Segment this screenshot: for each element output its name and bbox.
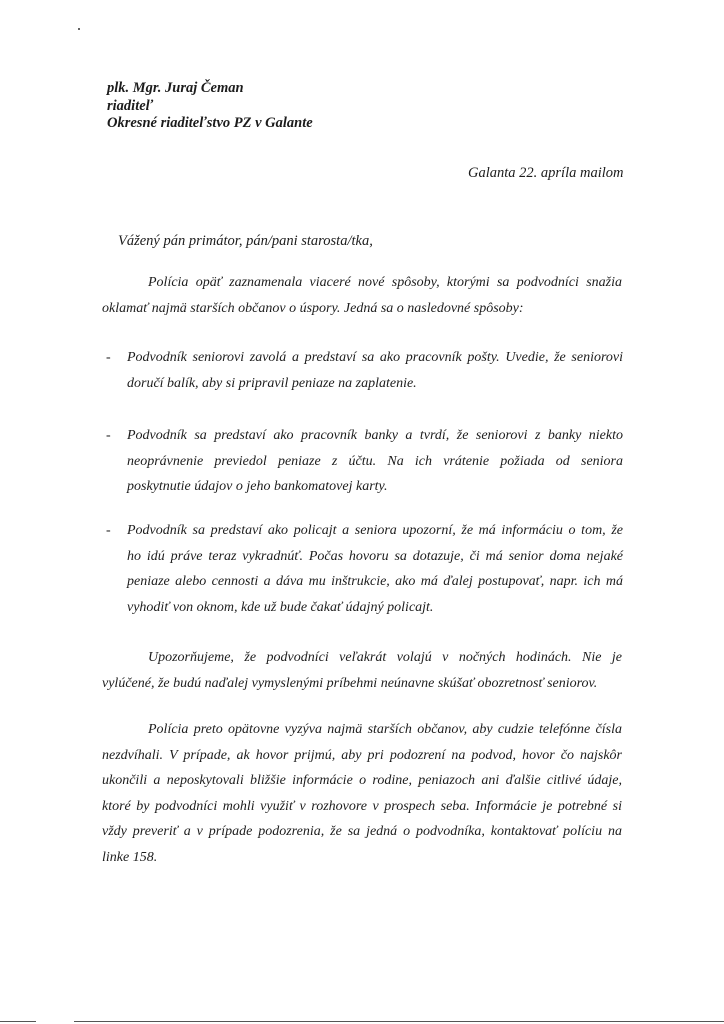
intro-line: oklamať najmä starších občanov o úspory. Jedná sa o nasledovné spôsoby: (102, 300, 524, 316)
sender-block (107, 80, 313, 133)
bullet-item (127, 345, 623, 396)
appeal-line: Polícia preto opätovne vyzýva najmä starších občanov, aby cudzie telefónne čísla (148, 722, 622, 737)
scan-speck (78, 28, 80, 30)
bullet-line: doručí balík, aby si pripravil peniaze na zaplatenie. (127, 375, 417, 391)
bullet-item (127, 423, 623, 500)
warning-paragraph (102, 645, 622, 696)
bullet-line: ho idú práve teraz vykradnúť. Počas hovoru sa dotazuje, či má senior doma nejaké (127, 548, 623, 564)
bullet-line: neoprávnenie previedol peniaze z účtu. Na ich vrátenie požiada od seniora (127, 453, 623, 469)
bullet-line: vyhodiť von oknom, kde už bude čakať údajný policajt. (127, 599, 434, 615)
bullet-line: poskytnutie údajov o jeho bankomatovej karty. (127, 479, 388, 494)
bullet-line: Podvodník sa predstaví ako pracovník banky a tvrdí, že seniorovi z banky niekto (127, 428, 623, 443)
intro-paragraph (102, 270, 622, 321)
bullet-marker: - (106, 523, 111, 538)
appeal-paragraph (102, 717, 622, 870)
sender-position: riaditeľ (107, 97, 154, 114)
bullet-marker: - (106, 428, 111, 443)
warning-line: vylúčené, že budú naďalej vymyslenými príbehmi neúnavne skúšať obozretnosť seniorov. (102, 675, 598, 691)
appeal-line: nezdvíhali. V prípade, ak hovor prijmú, aby pri podozrení na podvod, hovor čo najskôr (102, 747, 622, 763)
bullet-marker: - (106, 350, 111, 365)
bullet-item (127, 518, 623, 620)
bullet-line: Podvodník sa predstaví ako policajt a seniora upozorní, že má informáciu o tom, že (127, 523, 623, 538)
warning-line: Upozorňujeme, že podvodníci veľakrát volajú v nočných hodinách. Nie je (148, 650, 622, 665)
footer-rule (74, 1021, 724, 1022)
appeal-line: vždy preveriť a v prípade podozrenia, že sa jedná o podvodníka, kontaktovať políciu na (102, 824, 622, 839)
appeal-line: ktoré by podvodníci mohli využiť v rozhovore v prospech seba. Informácie je potrebné si (102, 798, 622, 814)
sender-organization: Okresné riaditeľstvo PZ v Galante (107, 115, 313, 131)
dateline: Galanta 22. apríla mailom (468, 165, 624, 181)
sender-name: plk. Mgr. Juraj Čeman (107, 80, 244, 96)
intro-line: Polícia opäť zaznamenala viaceré nové spôsoby, ktorými sa podvodníci snažia (148, 275, 622, 290)
footer-rule (0, 1021, 36, 1022)
appeal-line: linke 158. (102, 849, 158, 865)
salutation: Vážený pán primátor, pán/pani starosta/tka, (118, 233, 373, 249)
appeal-line: ukončili a neposkytovali bližšie informácie o rodine, peniazoch ani ďalšie citlivé údaje, (102, 773, 622, 788)
bullet-line: peniaze alebo cennosti a dáva mu inštrukcie, ako má ďalej postupovať, napr. ich má (127, 574, 623, 589)
bullet-line: Podvodník seniorovi zavolá a predstaví sa ako pracovník pošty. Uvedie, že seniorovi (127, 350, 623, 365)
